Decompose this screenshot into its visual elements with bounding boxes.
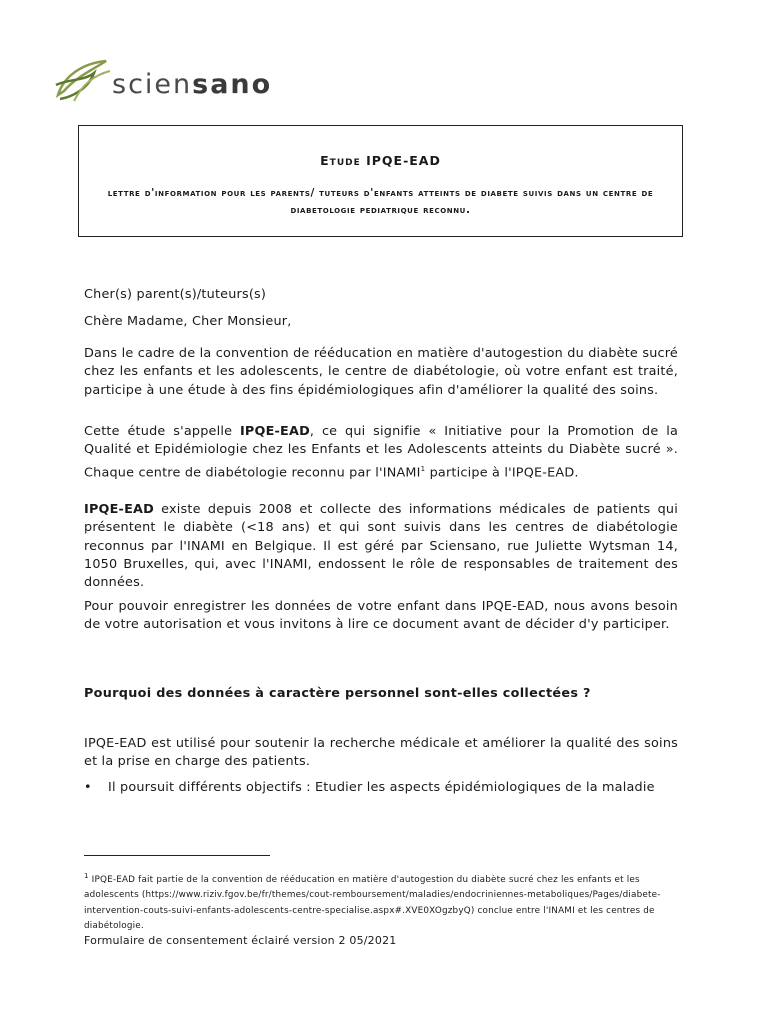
- footnote-ref[interactable]: 1: [420, 464, 426, 473]
- section-heading: Pourquoi des données à caractère personnel sont-elles collectées ?: [84, 686, 591, 701]
- logo-wordmark: sciensano: [112, 69, 273, 100]
- bullet-text: Il poursuit différents objectifs : Etudier les aspects épidémiologiques de la maladie: [108, 780, 655, 795]
- sciensano-leaf-icon: [54, 55, 114, 105]
- title-box: [78, 125, 683, 237]
- salutation-1: Cher(s) parent(s)/tuteurs(s): [84, 287, 267, 302]
- paragraph-study-name: Cette étude s'appelle IPQE-EAD, ce qui signifie « Initiative pour la Promotion de la Qualité et Epidémiologie chez les Enfants et les Adolescents atteints du Diabète sucré ». Chaque centre de diabétologie reconnu par l'INAMI$^1$ participe à l'IPQE-EAD.: [84, 424, 678, 480]
- paragraph-about: IPQE-EAD existe depuis 2008 et collecte des informations médicales de patients qui présentent le diabète (<18 ans) et qui sont suivis dans les centres de diabétologie reconnus par l'INAMI en Belgique. Il est géré par Sciensano, rue Juliette Wytsman 14, 1050 Bruxelles, qui, avec l'INAMI, endossent le rôle de responsables de traitement des données.: [84, 502, 678, 591]
- paragraph-purpose: IPQE-EAD est utilisé pour soutenir la recherche médicale et améliorer la qualité des soins et la prise en charge des patients.: [84, 736, 678, 770]
- sciensano-logo: [54, 55, 284, 105]
- study-title: Etude IPQE-EAD: [320, 153, 441, 168]
- bullet-icon: •: [84, 780, 92, 795]
- page-footer: Formulaire de consentement éclairé version 2 05/2021: [84, 934, 397, 947]
- footnote-divider: [84, 855, 270, 856]
- paragraph-consent: Pour pouvoir enregistrer les données de votre enfant dans IPQE-EAD, nous avons besoin de votre autorisation et vous invitons à lire ce document avant de décider d'y participer.: [84, 599, 678, 633]
- salutation-2: Chère Madame, Cher Monsieur,: [84, 314, 292, 329]
- letter-title: lettre d'information pour les parents/ tuteurs d'enfants atteints de diabete suivis dans un centre de diabetologie pediatrique reconnu.: [107, 187, 654, 216]
- footnote: $^1$ IPQE-EAD fait partie de la convention de rééducation en matière d'autogestion du diabète sucré chez les enfants et les adolescents (https://www.riziv.fgov.be/fr/themes/cout-remboursement/maladies/endocriniennes-metaboliques/Pages/diabete-intervention-couts-suivi-enfants-adolescents-centre-specialise.aspx#.XVE0XOgzbyQ) conclue entre l'INAMI et les centres de diabétologie.: [84, 872, 661, 932]
- paragraph-intro: Dans le cadre de la convention de rééducation en matière d'autogestion du diabète sucré chez les enfants et les adolescents, le centre de diabétologie, où votre enfant est traité, participe à une étude à des fins épidémiologiques afin d'améliorer la qualité des soins.: [84, 346, 678, 398]
